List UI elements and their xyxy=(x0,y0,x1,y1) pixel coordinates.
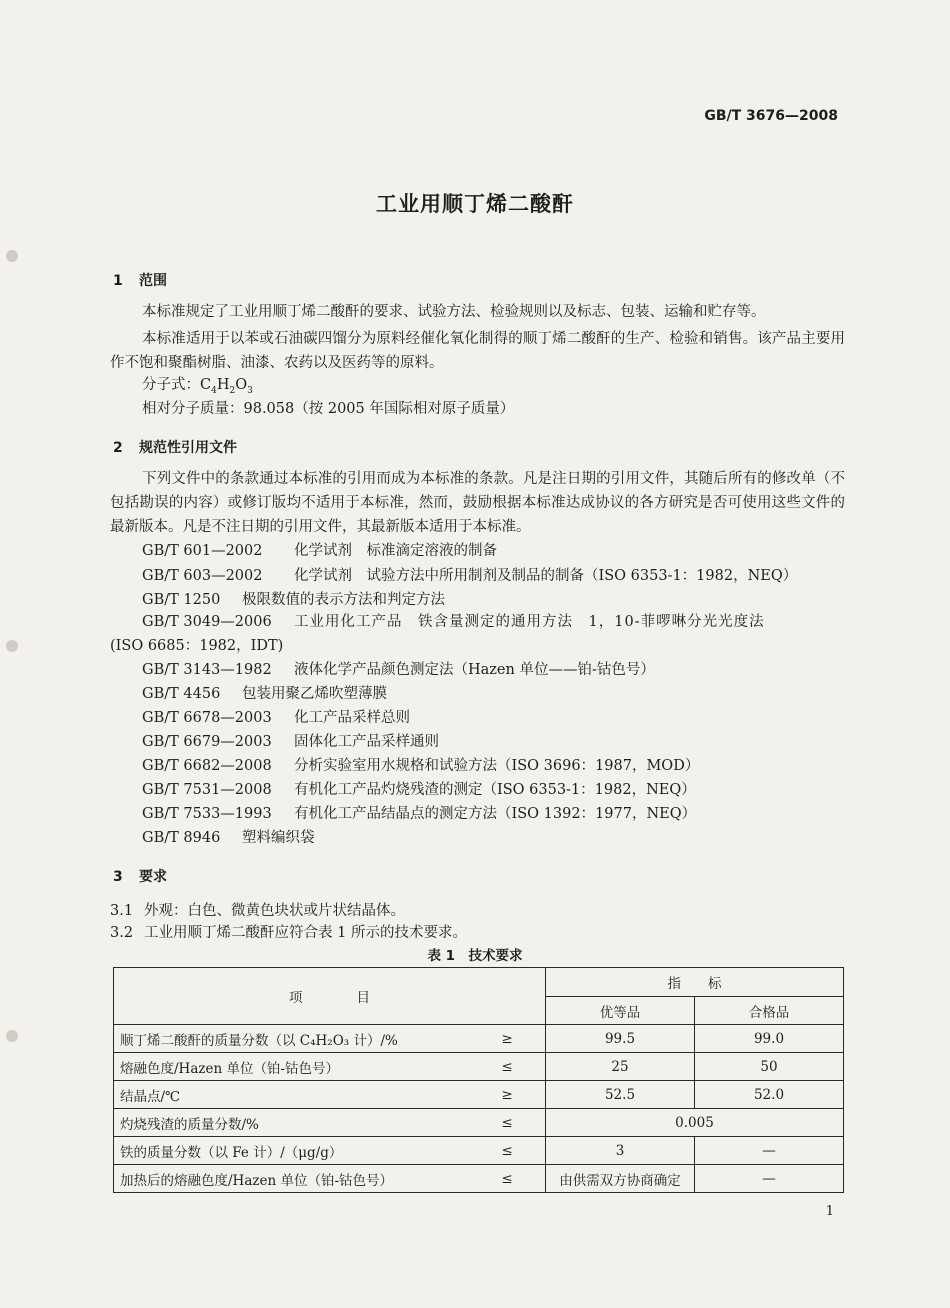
spec-table xyxy=(113,967,844,1193)
reference-item: GB/T 4456 包装用聚乙烯吹塑薄膜 xyxy=(142,686,387,702)
requirement-item: 3.1 外观：白色、微黄色块状或片状结晶体。 xyxy=(110,903,405,919)
section-title: 规范性引用文件 xyxy=(139,440,237,456)
paragraph: 本标准适用于以苯或石油碳四馏分为原料经催化氧化制得的顺丁烯二酸酐的生产、检验和销售。该产品主要用作不饱和聚酯树脂、油漆、农药以及医药等的原料。 xyxy=(110,331,845,371)
col-header-grade2: 合格品 xyxy=(695,997,844,1025)
section-number: 3 xyxy=(113,869,123,885)
section-1-heading xyxy=(113,270,167,290)
page-title: 工业用顺丁烯二酸酐 xyxy=(376,192,574,216)
reference-item: GB/T 7531—2008 有机化工产品灼烧残渣的测定（ISO 6353-1：1982，NEQ） xyxy=(142,782,696,798)
col-header-grade1: 优等品 xyxy=(546,997,695,1025)
reference-item: GB/T 3049—2006 工业用化工产品 铁含量测定的通用方法 1，10-菲啰啉分光光度法 xyxy=(142,614,765,630)
reference-item: GB/T 6678—2003 化工产品采样总则 xyxy=(142,710,410,726)
table-row: 加热后的熔融色度/Hazen 单位（铂-钴色号） ≤ 由供需双方协商确定 — xyxy=(114,1165,844,1193)
binding-hole xyxy=(6,640,18,652)
binding-hole xyxy=(6,1030,18,1042)
reference-item: GB/T 7533—1993 有机化工产品结晶点的测定方法（ISO 1392：1977，NEQ） xyxy=(142,806,697,822)
binding-hole xyxy=(6,250,18,262)
page-number: 1 xyxy=(825,1204,834,1219)
requirement-item: 3.2 工业用顺丁烯二酸酐应符合表 1 所示的技术要求。 xyxy=(110,925,467,941)
table-row: 铁的质量分数（以 Fe 计）/（μg/g） ≤ 3 — xyxy=(114,1137,844,1165)
section-2-heading xyxy=(113,437,237,457)
section-number: 1 xyxy=(113,273,123,289)
molecular-formula: 分子式：$C_4H_2O_3$ xyxy=(142,377,253,396)
section-title: 要求 xyxy=(139,869,167,885)
col-header-item: 项 目 xyxy=(114,968,546,1025)
reference-item: GB/T 603—2002 化学试剂 试验方法中所用制剂及制品的制备（ISO 6353-1：1982，NEQ） xyxy=(142,568,798,584)
table-row: 熔融色度/Hazen 单位（铂-钴色号） ≤ 25 50 xyxy=(114,1053,844,1081)
reference-item: GB/T 8946 塑料编织袋 xyxy=(142,830,315,846)
section-number: 2 xyxy=(113,440,123,456)
reference-item: GB/T 601—2002 化学试剂 标准滴定溶液的制备 xyxy=(142,543,497,559)
standard-code: GB/T 3676—2008 xyxy=(704,108,838,124)
col-header-index: 指 标 xyxy=(546,968,844,997)
table-header-row xyxy=(114,968,844,997)
reference-item: GB/T 1250 极限数值的表示方法和判定方法 xyxy=(142,592,445,608)
table-row: 结晶点/℃ ≥ 52.5 52.0 xyxy=(114,1081,844,1109)
table-row: 灼烧残渣的质量分数/% ≤ 0.005 xyxy=(114,1109,844,1137)
reference-item: GB/T 6679—2003 固体化工产品采样通则 xyxy=(142,734,439,750)
reference-item-continuation: (ISO 6685：1982，IDT) xyxy=(110,638,284,654)
paragraph: 本标准规定了工业用顺丁烯二酸酐的要求、试验方法、检验规则以及标志、包装、运输和贮存等。 xyxy=(142,304,766,320)
molecular-mass: 相对分子质量：98.058（按 2005 年国际相对原子质量） xyxy=(142,401,515,417)
paragraph: 下列文件中的条款通过本标准的引用而成为本标准的条款。凡是注日期的引用文件，其随后所有的修改单（不包括勘误的内容）或修订版均不适用于本标准，然而，鼓励根据本标准达成协议的各方研究是否可使用这些文件的最新版本。凡是不注日期的引用文件，其最新版本适用于本标准。 xyxy=(110,471,845,535)
table-row: 顺丁烯二酸酐的质量分数（以 C₄H₂O₃ 计）/% ≥ 99.5 99.0 xyxy=(114,1025,844,1053)
reference-item: GB/T 6682—2008 分析实验室用水规格和试验方法（ISO 3696：1987，MOD） xyxy=(142,758,700,774)
reference-item: GB/T 3143—1982 液体化学产品颜色测定法（Hazen 单位——铂-钴色号） xyxy=(142,662,655,678)
table-caption: 表 1 技术要求 xyxy=(427,948,523,964)
section-title: 范围 xyxy=(139,273,167,289)
section-3-heading xyxy=(113,866,167,886)
